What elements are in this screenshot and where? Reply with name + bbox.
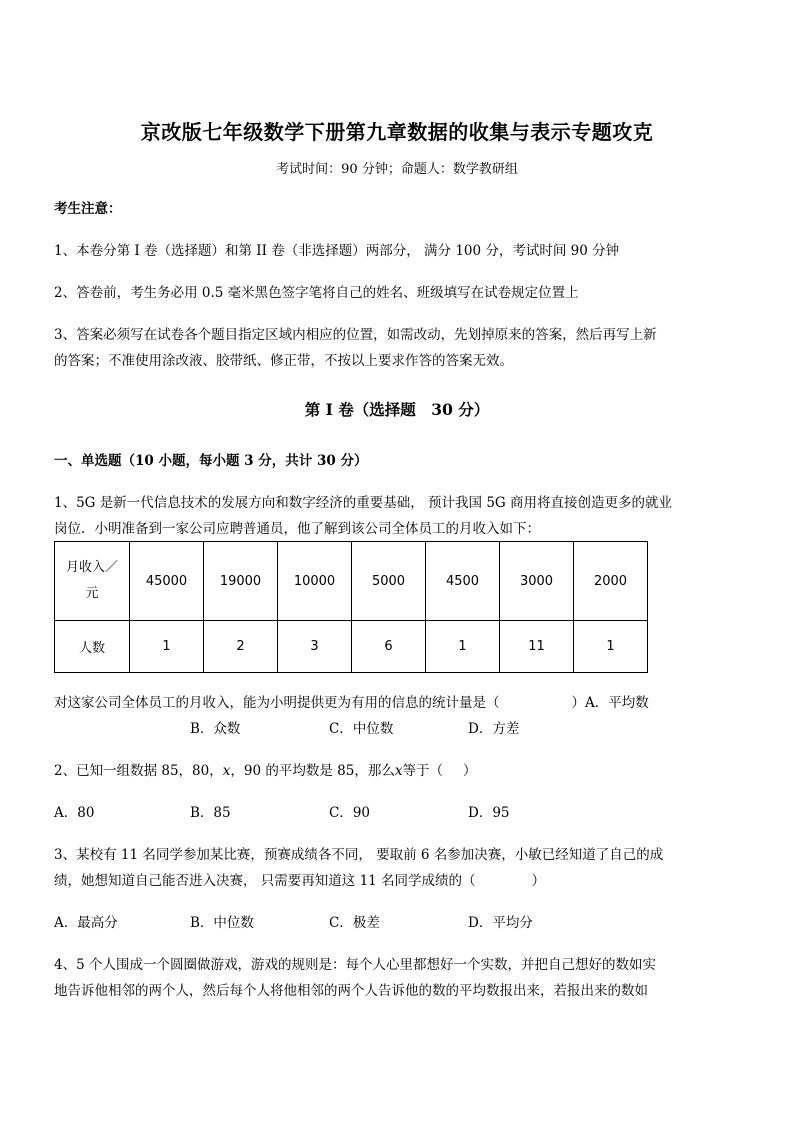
section-title: 第 I 卷（选择题 30 分） [304, 400, 490, 419]
table-cell: 2000 [574, 542, 648, 621]
notice-heading: 考生注意： [54, 201, 122, 217]
q3-option-a: A．最高分 [54, 915, 118, 931]
table-cell: 19000 [204, 542, 278, 621]
q1-stem [54, 690, 744, 716]
table-cell: 45000 [130, 542, 204, 621]
table-cell: 1 [574, 621, 648, 673]
notice-item-1: 1、本卷分第 I 卷（选择题）和第 II 卷（非选择题）两部分， 满分 100 分，考试时间 90 分钟 [54, 243, 620, 259]
table-cell: 10000 [278, 542, 352, 621]
q1-line-1: 1、5G 是新一代信息技术的发展方向和数字经济的重要基础， 预计我国 5G 商用将直接创造更多的就业 [54, 495, 672, 511]
q2-variable: x [394, 763, 403, 779]
q2-stem-end: ） [462, 763, 477, 779]
q2-option-d: D．95 [468, 805, 510, 821]
q3-line-1: 3、某校有 11 名同学参加某比赛，预赛成绩各不同， 要取前 6 名参加决赛，小敏已经知道了自己的成 [54, 847, 664, 863]
q3-option-b: B．中位数 [190, 915, 254, 931]
income-table [54, 541, 648, 673]
q1-line-2: 岗位．小明准备到一家公司应聘普通员，他了解到该公司全体员工的月收入如下： [54, 521, 540, 537]
q3-option-c: C．极差 [329, 915, 380, 931]
table-header-income [55, 542, 130, 621]
notice-item-2: 2、答卷前，考生务必用 0.5 毫米黑色签字笔将自己的姓名、班级填写在试卷规定位置上 [54, 285, 579, 301]
q1-option-d: D．方差 [468, 721, 520, 737]
q2-stem-text: 等于（ [402, 763, 443, 779]
page-title: 京改版七年级数学下册第九章数据的收集与表示专题攻克 [140, 120, 654, 144]
q1-option-a: A．平均数 [585, 695, 649, 711]
q4-line-1: 4、5 个人围成一个圆圈做游戏，游戏的规则是：每个人心里都想好一个实数，并把自己想好的数如实 [54, 957, 656, 973]
q2-option-b: B．85 [190, 805, 231, 821]
table-cell: 3000 [500, 542, 574, 621]
table-cell: 6 [352, 621, 426, 673]
q4-line-2: 地告诉他相邻的两个人，然后每个人将他相邻的两个人告诉他的数的平均数报出来，若报出来的数如 [54, 983, 648, 999]
notice-item-3: 3、答案必须写在试卷各个题目指定区域内相应的位置，如需改动，先划掉原来的答案，然后再写上新 [54, 327, 657, 343]
q2-variable: x [222, 763, 231, 779]
table-header-count: 人数 [55, 621, 130, 673]
q2-option-a: A．80 [54, 805, 95, 821]
q2-stem-text: 2、已知一组数据 85，80， [54, 763, 223, 779]
table-cell: 11 [500, 621, 574, 673]
part-heading: 一、单选题（10 小题，每小题 3 分，共计 30 分） [54, 453, 368, 469]
q1-option-c: C．中位数 [329, 721, 394, 737]
q3-stem-end: ） [531, 873, 546, 889]
q2-stem-text: ，90 的平均数是 85，那么 [230, 763, 395, 779]
q3-line-2 [54, 868, 744, 894]
table-cell: 1 [130, 621, 204, 673]
q1-option-b: B．众数 [190, 721, 241, 737]
notice-item-3-cont: 的答案；不准使用涂改液、胶带纸、修正带，不按以上要求作答的答案无效。 [54, 353, 513, 369]
q3-option-d: D．平均分 [468, 915, 533, 931]
q1-stem-end: ） [571, 695, 585, 711]
q3-stem-text: 绩，她想知道自己能否进入决赛， 只需要再知道这 11 名同学成绩的（ [54, 873, 476, 889]
header-text: 月收入／ [65, 560, 118, 575]
table-row [55, 542, 648, 621]
table-cell: 3 [278, 621, 352, 673]
table-cell: 2 [204, 621, 278, 673]
exam-info: 考试时间：90 分钟；命题人：数学教研组 [276, 162, 518, 177]
table-cell: 1 [426, 621, 500, 673]
q1-stem-text: 对这家公司全体员工的月收入，能为小明提供更为有用的信息的统计量是（ [54, 695, 500, 711]
table-row [55, 621, 648, 673]
q2-stem [54, 758, 744, 784]
table-cell: 4500 [426, 542, 500, 621]
table-cell: 5000 [352, 542, 426, 621]
q2-option-c: C．90 [329, 805, 371, 821]
header-text: 元 [85, 586, 99, 601]
